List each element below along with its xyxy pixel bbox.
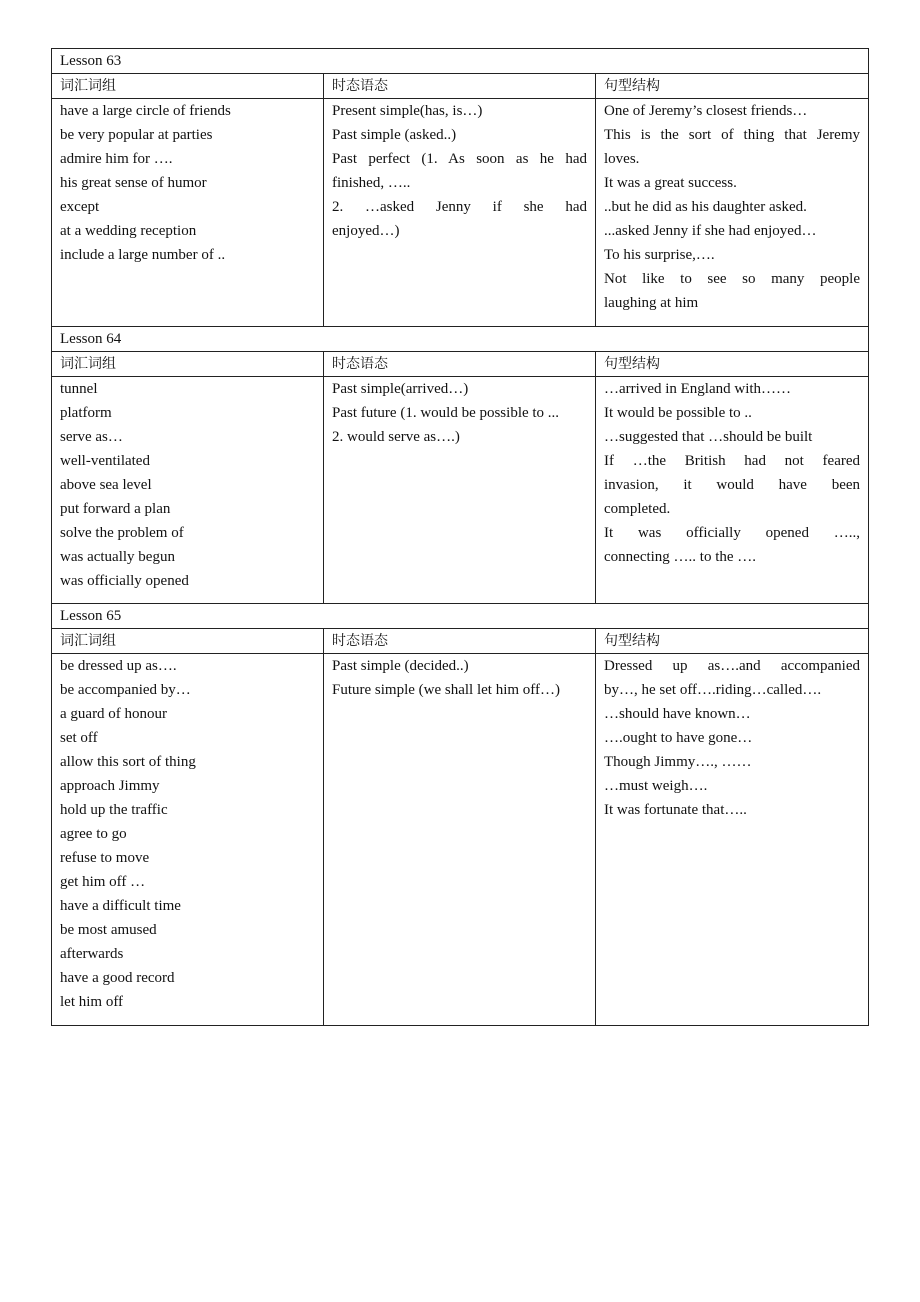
structure-line: This is the sort of thing that Jeremy xyxy=(604,127,861,143)
vocab-list xyxy=(60,654,315,1014)
vocab-item: agree to go xyxy=(60,826,127,842)
tense-line: Past simple(arrived…) xyxy=(332,381,469,397)
vocab-item: a guard of honour xyxy=(60,706,168,722)
vocab-item: was actually begun xyxy=(60,549,175,565)
tense-list xyxy=(332,99,587,243)
structure-line: loves. xyxy=(604,151,640,167)
lesson-content-row xyxy=(52,99,869,327)
structure-line: laughing at him xyxy=(604,295,699,311)
lesson-content-row xyxy=(52,654,869,1026)
lesson-title-row xyxy=(52,49,869,74)
vocab-item: tunnel xyxy=(60,381,98,397)
lesson-title: Lesson 63 xyxy=(52,49,869,74)
structure-line: by…, he set off….riding…called…. xyxy=(604,682,822,698)
vocab-cell xyxy=(52,377,324,604)
structure-line: ..but he did as his daughter asked. xyxy=(604,199,807,215)
tense-line: Future simple (we shall let him off…) xyxy=(332,682,561,698)
tense-line: Past simple (asked..) xyxy=(332,127,457,143)
tense-cell xyxy=(324,654,596,1026)
structure-line: Dressed up as….and accompanied xyxy=(604,658,861,674)
tense-cell xyxy=(324,99,596,327)
vocab-list xyxy=(60,99,315,267)
vocab-item: platform xyxy=(60,405,112,421)
structure-line: ...asked Jenny if she had enjoyed… xyxy=(604,223,817,239)
vocab-item: refuse to move xyxy=(60,850,150,866)
tense-list xyxy=(332,654,587,702)
vocab-item: admire him for …. xyxy=(60,151,173,167)
header-vocab: 词汇词组 xyxy=(52,352,324,377)
vocab-item: have a good record xyxy=(60,970,175,986)
structure-line: One of Jeremy’s closest friends… xyxy=(604,103,808,119)
structure-line: connecting ….. to the …. xyxy=(604,549,757,565)
vocab-item: except xyxy=(60,199,100,215)
structure-line: …must weigh…. xyxy=(604,778,708,794)
lesson-title: Lesson 65 xyxy=(52,604,869,629)
structure-cell xyxy=(596,99,869,327)
lesson-content-row xyxy=(52,377,869,604)
lessons-table xyxy=(51,48,869,1026)
tense-line: 2. would serve as….) xyxy=(332,429,460,445)
vocab-cell xyxy=(52,654,324,1026)
structure-cell xyxy=(596,654,869,1026)
structure-list xyxy=(604,99,860,315)
tense-line: 2. …asked Jenny if she had xyxy=(332,199,587,215)
structure-line: …arrived in England with…… xyxy=(604,381,792,397)
vocab-item: hold up the traffic xyxy=(60,802,168,818)
structure-line: Though Jimmy…., …… xyxy=(604,754,752,770)
vocab-item: approach Jimmy xyxy=(60,778,160,794)
column-header-row xyxy=(52,74,869,99)
vocab-item: be dressed up as…. xyxy=(60,658,177,674)
lesson-title-row xyxy=(52,604,869,629)
vocab-item: get him off … xyxy=(60,874,146,890)
vocab-item: was officially opened xyxy=(60,573,189,589)
structure-line: It was a great success. xyxy=(604,175,737,191)
header-tense: 时态语态 xyxy=(324,629,596,654)
column-header-row xyxy=(52,629,869,654)
vocab-item: afterwards xyxy=(60,946,124,962)
structure-line: It would be possible to .. xyxy=(604,405,752,421)
vocab-item: have a large circle of friends xyxy=(60,103,231,119)
vocab-item: set off xyxy=(60,730,98,746)
vocab-item: his great sense of humor xyxy=(60,175,207,191)
vocab-item: serve as… xyxy=(60,429,123,445)
column-header-row xyxy=(52,352,869,377)
vocab-item: well-ventilated xyxy=(60,453,150,469)
tense-line: enjoyed…) xyxy=(332,223,400,239)
structure-line: It was officially opened ….., xyxy=(604,525,861,541)
structure-line: completed. xyxy=(604,501,671,517)
structure-line: ….ought to have gone… xyxy=(604,730,753,746)
tense-line: Present simple(has, is…) xyxy=(332,103,483,119)
tense-list xyxy=(332,377,587,449)
header-tense: 时态语态 xyxy=(324,352,596,377)
header-vocab: 词汇词组 xyxy=(52,629,324,654)
vocab-item: solve the problem of xyxy=(60,525,184,541)
vocab-item: above sea level xyxy=(60,477,152,493)
structure-line: …suggested that …should be built xyxy=(604,429,813,445)
tense-cell xyxy=(324,377,596,604)
tense-line: finished, ….. xyxy=(332,175,411,191)
header-structure: 句型结构 xyxy=(596,629,869,654)
vocab-item: put forward a plan xyxy=(60,501,171,517)
structure-line: It was fortunate that….. xyxy=(604,802,747,818)
structure-line: Not like to see so many people xyxy=(604,271,861,287)
vocab-list xyxy=(60,377,315,593)
vocab-item: have a difficult time xyxy=(60,898,181,914)
lesson-title: Lesson 64 xyxy=(52,327,869,352)
structure-list xyxy=(604,377,860,569)
vocab-item: be most amused xyxy=(60,922,157,938)
vocab-cell xyxy=(52,99,324,327)
vocab-item: at a wedding reception xyxy=(60,223,197,239)
header-tense: 时态语态 xyxy=(324,74,596,99)
vocab-item: allow this sort of thing xyxy=(60,754,196,770)
structure-list xyxy=(604,654,860,822)
tense-line: Past future (1. would be possible to ... xyxy=(332,405,560,421)
structure-cell xyxy=(596,377,869,604)
structure-line: invasion, it would have been xyxy=(604,477,861,493)
header-structure: 句型结构 xyxy=(596,74,869,99)
structure-line: If …the British had not feared xyxy=(604,453,861,469)
lesson-title-row xyxy=(52,327,869,352)
header-vocab: 词汇词组 xyxy=(52,74,324,99)
vocab-item: be very popular at parties xyxy=(60,127,213,143)
structure-line: …should have known… xyxy=(604,706,751,722)
vocab-item: include a large number of .. xyxy=(60,247,226,263)
structure-line: To his surprise,…. xyxy=(604,247,715,263)
vocab-item: let him off xyxy=(60,994,124,1010)
vocab-item: be accompanied by… xyxy=(60,682,191,698)
tense-line: Past simple (decided..) xyxy=(332,658,469,674)
tense-line: Past perfect (1. As soon as he had xyxy=(332,151,587,167)
header-structure: 句型结构 xyxy=(596,352,869,377)
